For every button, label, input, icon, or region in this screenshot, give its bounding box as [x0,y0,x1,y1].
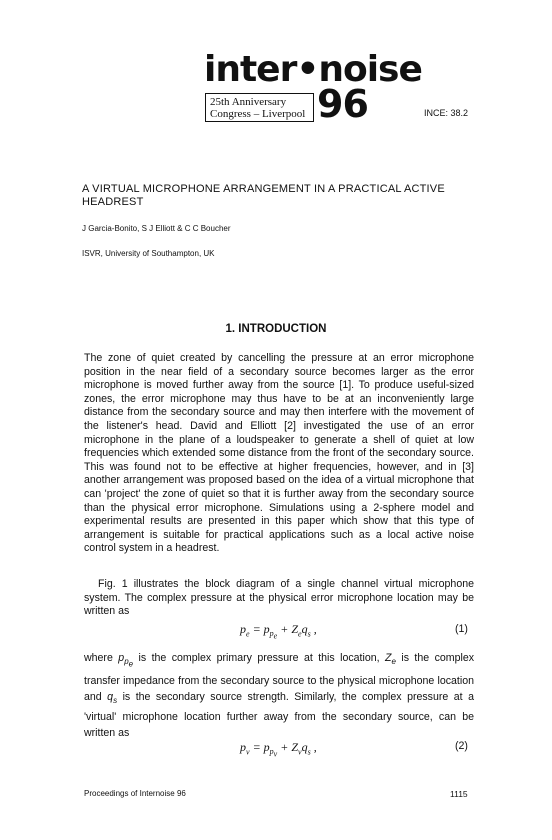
footer-proceedings: Proceedings of Internoise 96 [84,789,186,798]
equation-2: $p_v = p_{p_v} + Z_vq_s$ , [240,740,317,759]
section-heading: 1. INTRODUCTION [225,323,327,335]
paper-reference-code: INCE: 38.2 [424,108,469,118]
equation-1: $p_e = p_{p_e} + Z_eq_s$ , [240,622,317,641]
equation-2-number: (2) [455,740,468,752]
body-paragraph-2: Fig. 1 illustrates the block diagram of a single channel virtual microphone system. The complex pressure at the physical error microphone location may be written as [84,578,474,618]
anniversary-line: 25th Anniversary [210,96,287,108]
body-paragraph-3: where $p_{p_e}$ is the complex primary pressure at this location, $Z_e$ is the complex transfer impedance from the secondary source to the physical microphone location and $q_s$ is the secondary source strength. Similarly, the complex pressure at a 'virtual' microphone location further away from the secondary source, can be written as [84,652,475,739]
paper-affiliation: ISVR, University of Southampton, UK [82,249,215,258]
body-paragraph-1: The zone of quiet created by cancelling the pressure at an error microphone position in the near field of a secondary source becomes larger as the error microphone is moved further away from the source [1]. To produce useful-sized zones, the error microphone may thus have to be at an inconveniently large distance from the secondary source and may then interfere with the movement of the listener's head. David and Elliott [2] investigated the use of an error microphone in the plane of a loudspeaker to generate a shell of quiet at low frequencies which extended some distance from the front of the secondary source. This was found not to be effective at higher frequencies, however, and in [3] another arrangement was proposed based on the idea of a virtual microphone that can 'project' the zone of quiet so that it is further away from the secondary source than the physical error microphone. Simulations using a 2-sphere model and experimental results are presented in this paper which show that this type of arrangement is suitable for practical applications such as a local active noise control system in a headrest. [84,352,474,555]
conference-logo-wordmark: inter•noise [204,49,422,90]
page-number: 1115 [450,789,468,799]
congress-line: Congress – Liverpool [210,108,306,120]
paper-title: A VIRTUAL MICROPHONE ARRANGEMENT IN A PRACTICAL ACTIVE HEADREST [82,183,445,208]
conference-year: 96 [317,82,368,126]
equation-1-number: (1) [455,623,468,635]
paper-authors: J Garcia-Bonito, S J Elliott & C C Boucher [82,224,231,233]
anniversary-box [205,93,314,122]
